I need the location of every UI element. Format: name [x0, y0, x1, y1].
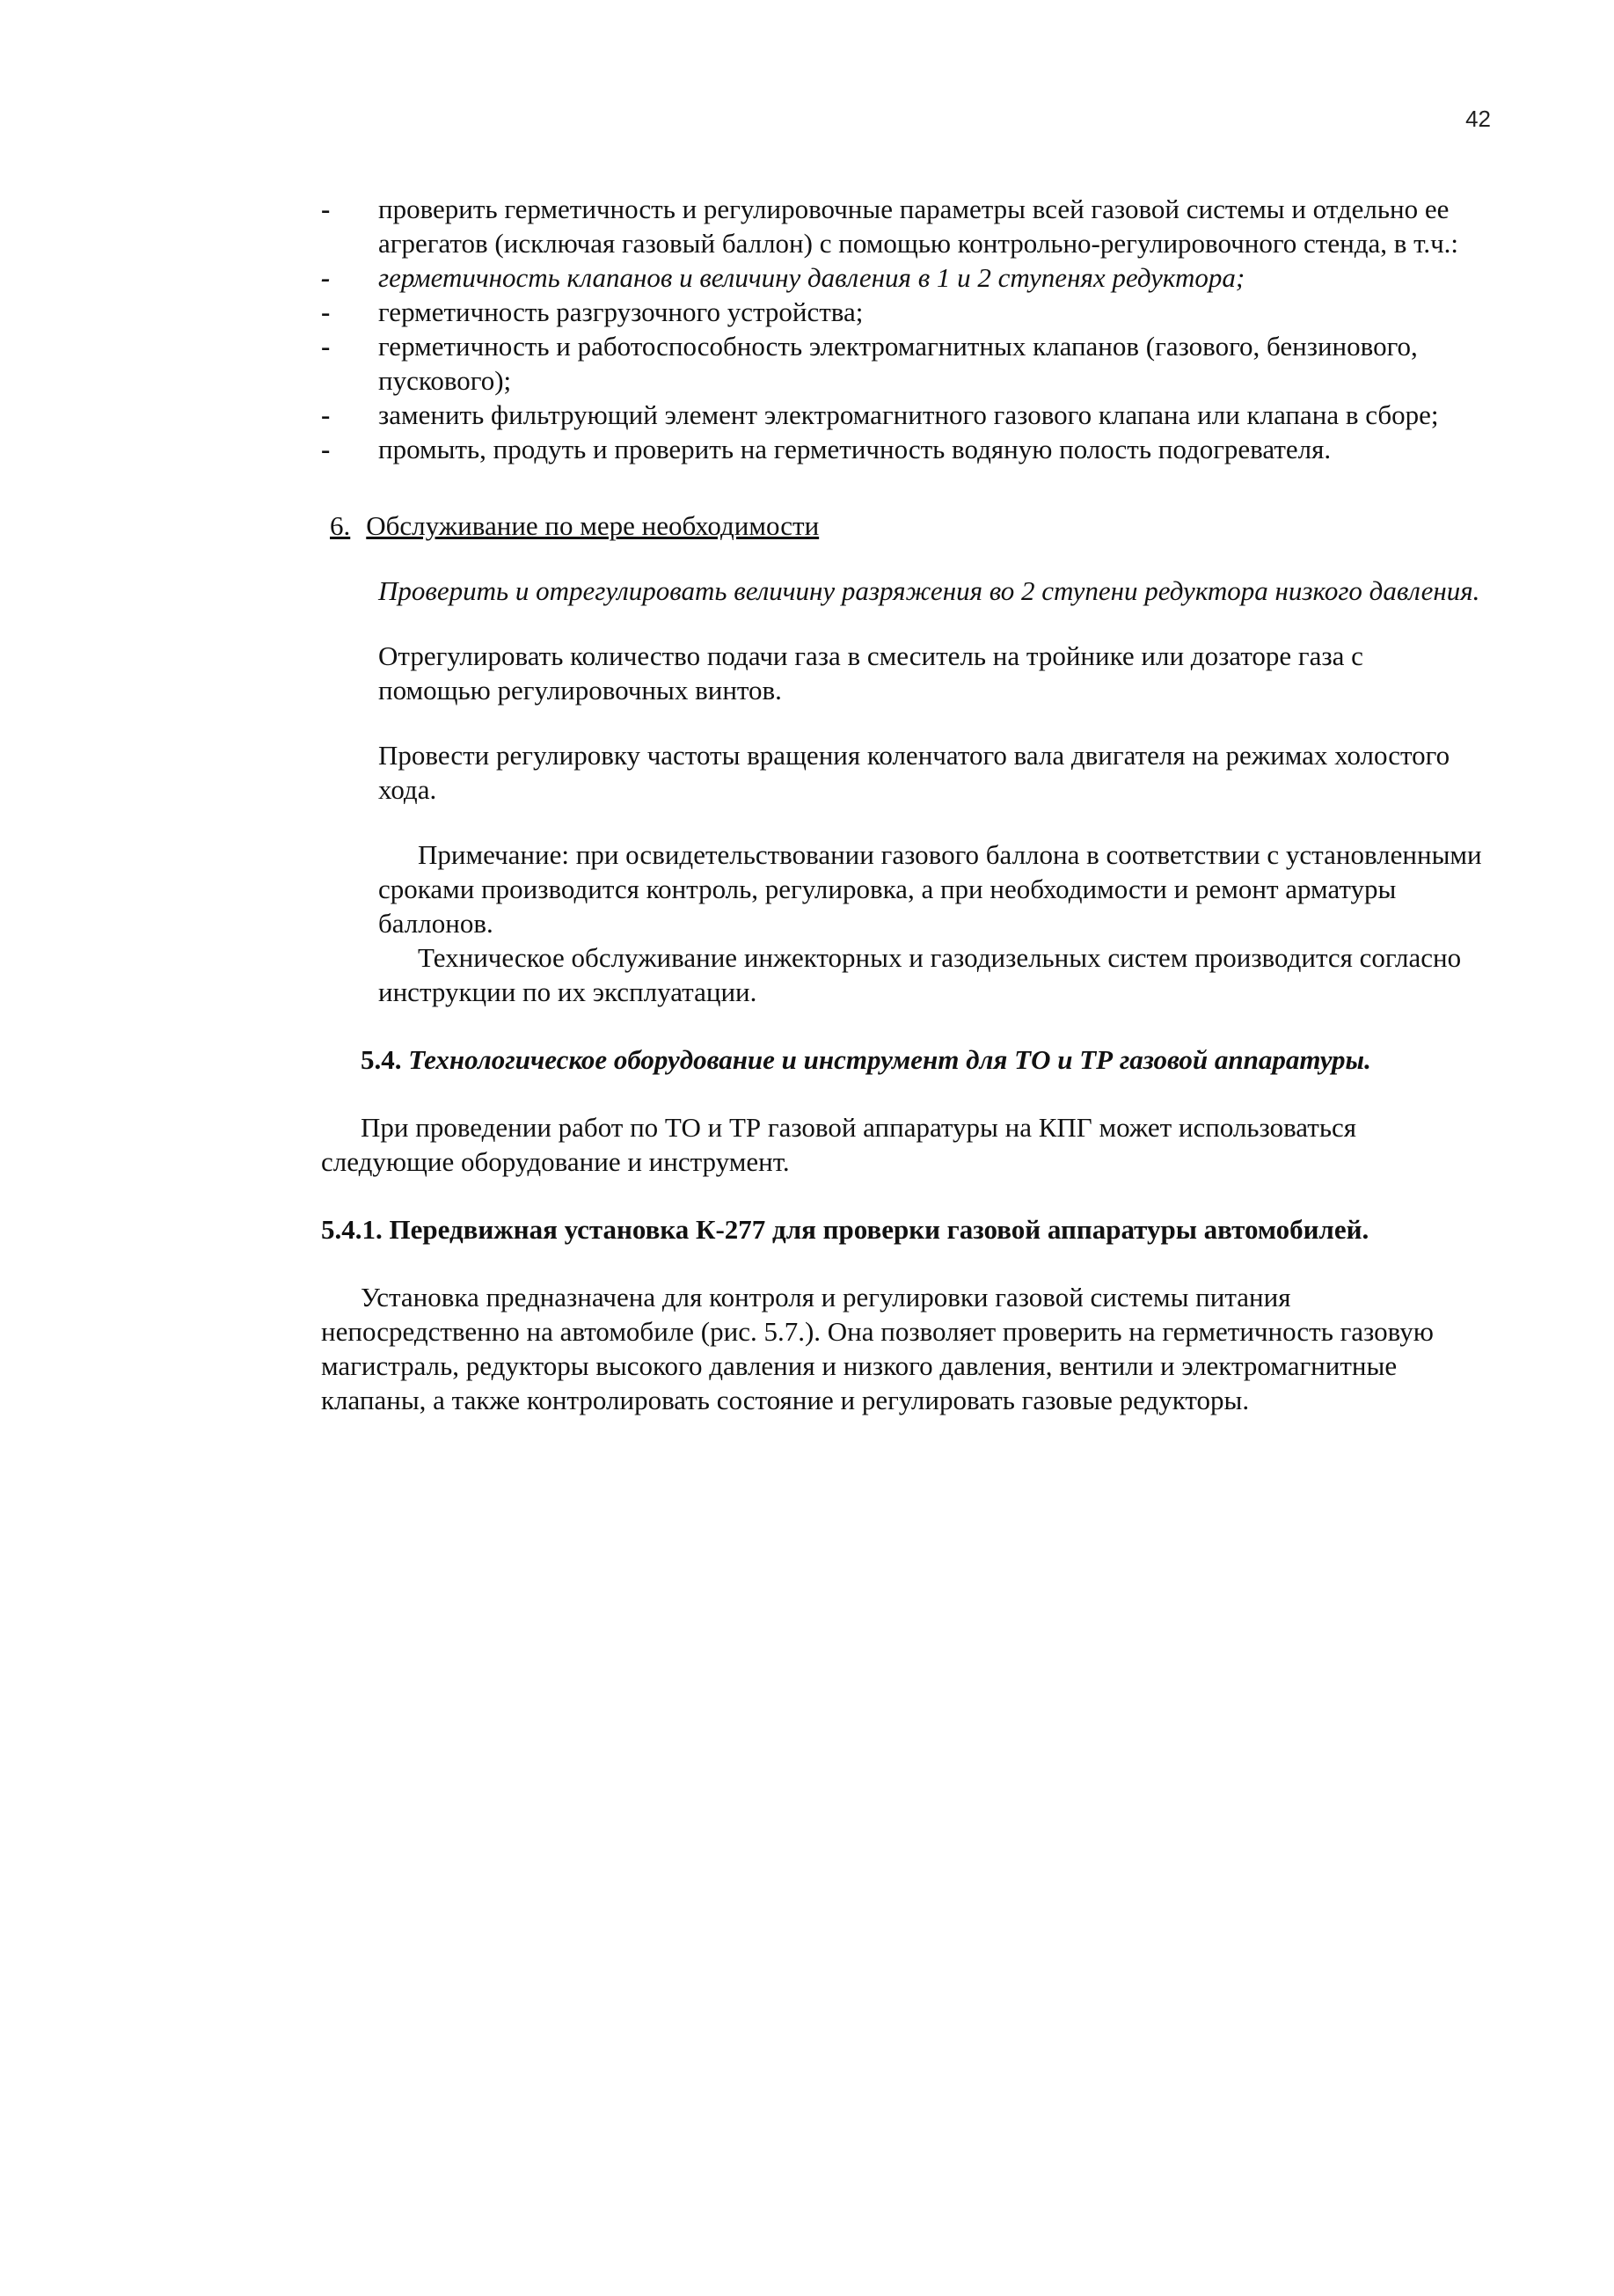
note-paragraph-2: Техническое обслуживание инжекторных и газодизельных систем производится согласно инструкции по их эксплуатации.	[378, 942, 1462, 1007]
section-5-4-heading	[321, 1042, 1482, 1077]
section-6-title: Обслуживание по мере необходимости	[366, 510, 820, 541]
section-6-number: 6.	[330, 510, 351, 541]
section-5-4-title: Технологическое оборудование и инструмент для ТО и ТР газовой аппаратуры.	[408, 1044, 1371, 1075]
page-number: 42	[1465, 106, 1491, 132]
note-paragraph-1: Примечание: при освидетельствовании газового баллона в соответствии с установленными сроками производится контроль, регулировка, а при необходимости и ремонт арматуры баллонов.	[378, 839, 1482, 939]
document-body	[321, 192, 1482, 1417]
list-item: - герметичность клапанов и величину давления в 1 и 2 ступенях редуктора;	[378, 260, 1482, 295]
maintenance-checklist	[321, 192, 1482, 466]
list-item: - герметичность разгрузочного устройства;	[378, 295, 1482, 329]
section-5-4-body: При проведении работ по ТО и ТР газовой аппаратуры на КПГ может использоваться следующие оборудование и инструмент.	[321, 1112, 1356, 1177]
note-block	[378, 837, 1482, 1009]
list-item: - промыть, продуть и проверить на герметичность водяную полость подогревателя.	[378, 432, 1482, 466]
list-item: - заменить фильтрующий элемент электромагнитного газового клапана или клапана в сборе;	[378, 398, 1482, 432]
section-6-heading	[330, 508, 1482, 543]
list-item: - герметичность и работоспособность электромагнитных клапанов (газового, бензинового, пускового);	[378, 329, 1482, 398]
section-5-4-1-heading: 5.4.1. Передвижная установка К-277 для проверки газовой аппаратуры автомобилей.	[321, 1214, 1369, 1245]
list-item: - проверить герметичность и регулировочные параметры всей газовой системы и отдельно ее агрегатов (исключая газовый баллон) с помощью контрольно-регулировочного стенда, в т.ч.:	[378, 192, 1482, 260]
section-6-paragraph-3: Провести регулировку частоты вращения коленчатого вала двигателя на режимах холостого хода.	[378, 740, 1450, 805]
section-6-paragraph-2: Отрегулировать количество подачи газа в смеситель на тройнике или дозаторе газа с помощью регулировочных винтов.	[378, 640, 1363, 706]
section-5-4-number: 5.4.	[361, 1044, 402, 1075]
section-6-paragraph-1: Проверить и отрегулировать величину разряжения во 2 ступени редуктора низкого давления.	[378, 575, 1480, 606]
section-5-4-1-body: Установка предназначена для контроля и регулировки газовой системы питания непосредственно на автомобиле (рис. 5.7.). Она позволяет проверить на герметичность газовую магистраль, редукторы высокого давления и низкого давления, вентили и электромагнитные клапаны, а также контролировать состояние и регулировать газовые редукторы.	[321, 1282, 1434, 1415]
